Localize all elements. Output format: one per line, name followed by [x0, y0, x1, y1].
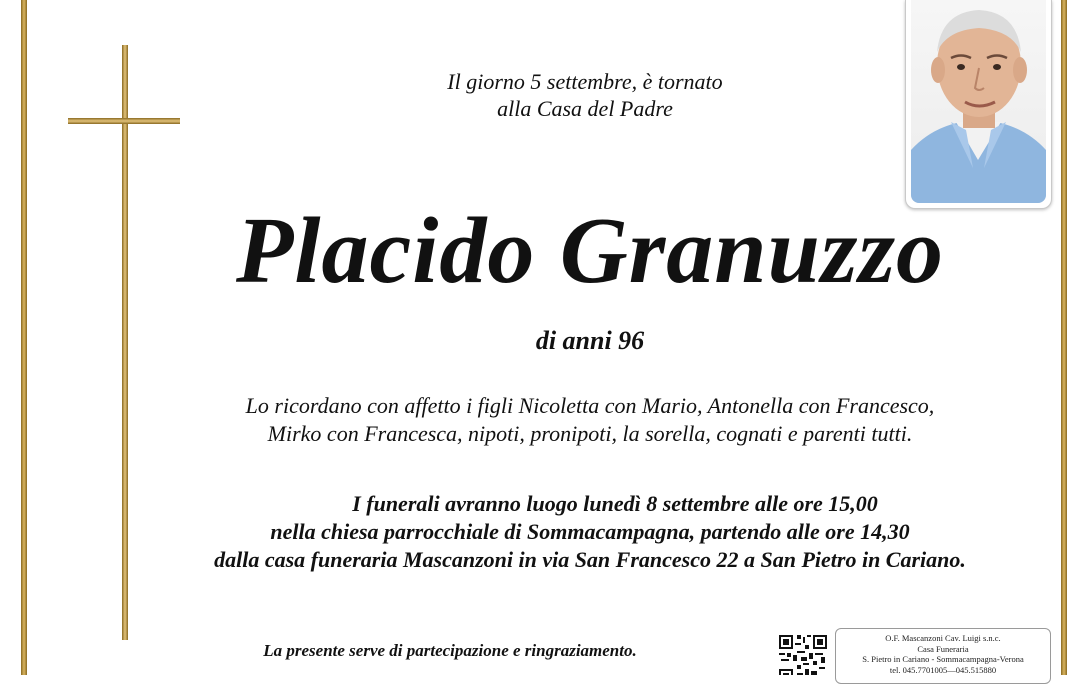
agency-phone: tel. 045.7701005—045.515880	[889, 664, 997, 675]
funeral-line: I funerali avranno luogo lunedì 8 settembre alle ore 15,00	[352, 491, 878, 516]
participation-notice: La presente serve di partecipazione e ringraziamento.	[263, 641, 637, 660]
remembrance-line: Mirko con Francesca, nipoti, pronipoti, la sorella, cognati e parenti tutti.	[267, 421, 913, 446]
age-text: di anni 96	[535, 326, 645, 355]
funeral-line: nella chiesa parrocchiale di Sommacampagna, partendo alle ore 14,30	[270, 519, 910, 544]
qr-code-icon[interactable]	[777, 633, 829, 675]
agency-locations: S. Pietro in Cariano - Sommacampagna-Verona	[862, 654, 1024, 664]
gold-border-left	[21, 0, 27, 675]
intro-line: alla Casa del Padre	[497, 96, 673, 121]
portrait-photo-frame	[905, 0, 1052, 209]
remembrance-line: Lo ricordano con affetto i figli Nicoletta con Mario, Antonella con Francesco,	[245, 393, 935, 418]
portrait-photo	[911, 0, 1046, 203]
agency-name: O.F. Mascanzoni Cav. Luigi s.n.c.	[885, 633, 1001, 643]
intro-line: Il giorno 5 settembre, è tornato	[447, 69, 723, 94]
family-remembrance	[150, 392, 1030, 448]
agency-type: Casa Funeraria	[917, 643, 969, 654]
funeral-agency-box	[835, 628, 1051, 684]
intro-text	[380, 68, 790, 122]
funeral-line: dalla casa funeraria Mascanzoni in via San Francesco 22 a San Pietro in Cariano.	[214, 547, 966, 572]
funeral-details	[140, 490, 1040, 574]
gold-border-right	[1061, 0, 1067, 675]
deceased-name: Placido Granuzzo	[235, 199, 945, 303]
